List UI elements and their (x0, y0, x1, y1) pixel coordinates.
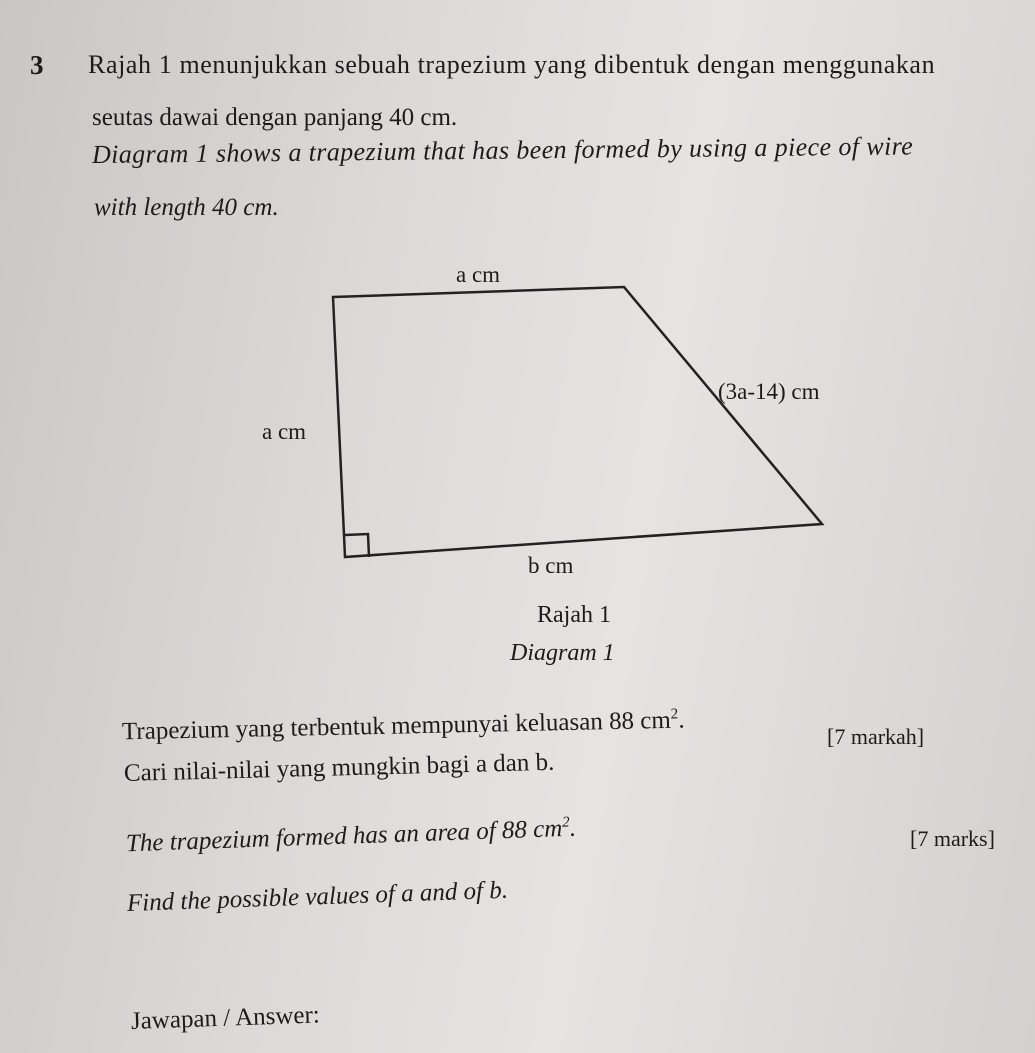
top-side-label: a cm (456, 262, 501, 287)
answer-label: Jawapan / Answer: (130, 1001, 321, 1035)
left-side-label: a cm (262, 419, 307, 444)
diagram-caption-malay: Rajah 1 (537, 602, 611, 628)
task-malay-area: Trapezium yang terbentuk mempunyai keluasan 88 $cm^2$. (121, 706, 685, 746)
right-angle-marker (345, 534, 369, 557)
diagram-caption-english: Diagram 1 (510, 640, 615, 666)
task-malay-marks: [7 markah] (827, 724, 925, 749)
question-english-line1: Diagram 1 shows a trapezium that has been formed by using a piece of wire (91, 131, 914, 169)
bottom-side-label: b cm (528, 553, 574, 578)
question-number: 3 (30, 50, 44, 80)
task-english-area: The trapezium formed has an area of 88 $cm^2$. (125, 814, 577, 858)
task-malay-find: Cari nilai-nilai yang mungkin bagi a dan b. (123, 748, 555, 787)
trapezium-shape (333, 287, 822, 557)
task-english-find: Find the possible values of a and of b. (126, 876, 509, 917)
task-english-marks: [7 marks] (910, 826, 995, 851)
slant-side-label: (3a-14) cm (718, 379, 820, 404)
question-malay-line2: seutas dawai dengan panjang 40 cm. (92, 104, 458, 131)
question-english-line2: with length 40 cm. (94, 194, 279, 221)
question-malay-line1: Rajah 1 menunjukkan sebuah trapezium yang dibentuk dengan menggunakan (88, 50, 936, 79)
